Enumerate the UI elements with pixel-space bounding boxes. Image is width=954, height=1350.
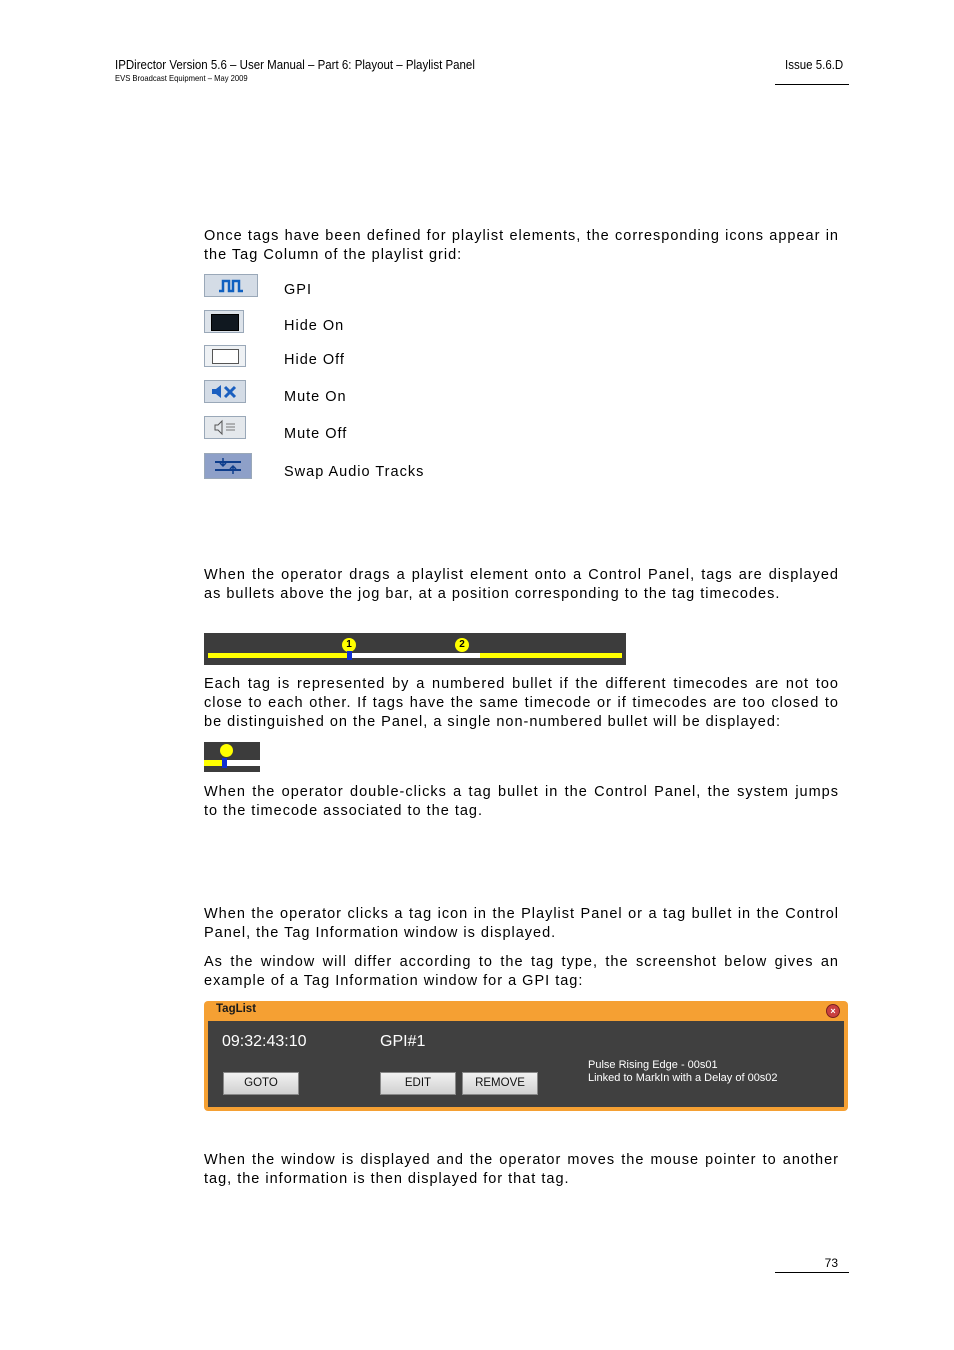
control-panel-paragraph: When the operator drags a playlist element onto a Control Panel, tags are displayed as bullets above the jog bar, at a position corresponding to the tag timecodes. — [204, 567, 839, 602]
jog-bar — [204, 633, 626, 665]
single-bullet-jog-bar — [204, 742, 260, 772]
taglist-body — [208, 1021, 844, 1107]
swap-audio-icon — [204, 453, 252, 479]
header-rule — [775, 84, 849, 85]
edit-button[interactable]: EDIT — [380, 1072, 456, 1095]
taglist-window — [204, 1001, 848, 1111]
window-differ-paragraph: As the window will differ according to the tag type, the screenshot below gives an example of a Tag Information window for a GPI tag: — [204, 954, 839, 989]
header-title: IPDirector Version 5.6 – User Manual – Part 6: Playout – Playlist Panel — [115, 58, 475, 72]
tag-bullet-2[interactable]: 2 — [455, 638, 469, 652]
mouse-move-paragraph: When the window is displayed and the operator moves the mouse pointer to another tag, the information is then displayed for that tag. — [204, 1152, 839, 1187]
tag-info — [588, 1059, 778, 1085]
jog-track — [208, 653, 622, 658]
hide-on-icon — [204, 310, 244, 333]
tag-bullet-single[interactable] — [220, 744, 233, 757]
tag-name: GPI#1 — [380, 1033, 426, 1050]
header-issue: Issue 5.6.D — [784, 58, 843, 72]
mute-on-label: Mute On — [284, 389, 347, 405]
jog-range — [350, 653, 480, 658]
tag-bullet-1[interactable]: 1 — [342, 638, 356, 652]
footer-rule — [775, 1272, 849, 1273]
gpi-label: GPI — [284, 282, 312, 298]
tag-info-line-2: Linked to MarkIn with a Delay of 00s02 — [588, 1072, 778, 1084]
hide-on-label: Hide On — [284, 318, 345, 334]
tag-timecode: 09:32:43:10 — [222, 1033, 307, 1050]
intro-paragraph: Once tags have been defined for playlist elements, the corresponding icons appear in the Tag Column of the playlist grid: — [204, 228, 839, 263]
mute-off-icon — [204, 416, 246, 439]
hide-off-label: Hide Off — [284, 352, 345, 368]
numbered-bullet-paragraph: Each tag is represented by a numbered bullet if the different timecodes are not too close to each other. If tags have the same timecode or if timecodes are too closed to be distinguished on the Panel, a single non-numbered bullet will be displayed: — [204, 676, 839, 730]
remove-button[interactable]: REMOVE — [462, 1072, 538, 1095]
mute-on-icon — [204, 380, 246, 403]
mute-off-label: Mute Off — [284, 426, 348, 442]
double-click-paragraph: When the operator double-clicks a tag bullet in the Control Panel, the system jumps to the timecode associated to the tag. — [204, 784, 839, 819]
header-subtitle: EVS Broadcast Equipment – May 2009 — [115, 73, 248, 83]
close-icon[interactable]: × — [826, 1004, 840, 1018]
taglist-title: TagList — [216, 1003, 257, 1015]
tag-icon-click-paragraph: When the operator clicks a tag icon in the Playlist Panel or a tag bullet in the Control Panel, the Tag Information window is displayed. — [204, 906, 839, 941]
hide-off-icon — [204, 345, 246, 367]
jog-track-single — [204, 760, 260, 766]
gpi-icon — [204, 274, 258, 297]
page-number: 73 — [824, 1256, 838, 1270]
swap-audio-label: Swap Audio Tracks — [284, 464, 425, 480]
jog-cursor[interactable] — [347, 651, 352, 660]
goto-button[interactable]: GOTO — [223, 1072, 299, 1095]
tag-info-line-1: Pulse Rising Edge - 00s01 — [588, 1059, 718, 1071]
